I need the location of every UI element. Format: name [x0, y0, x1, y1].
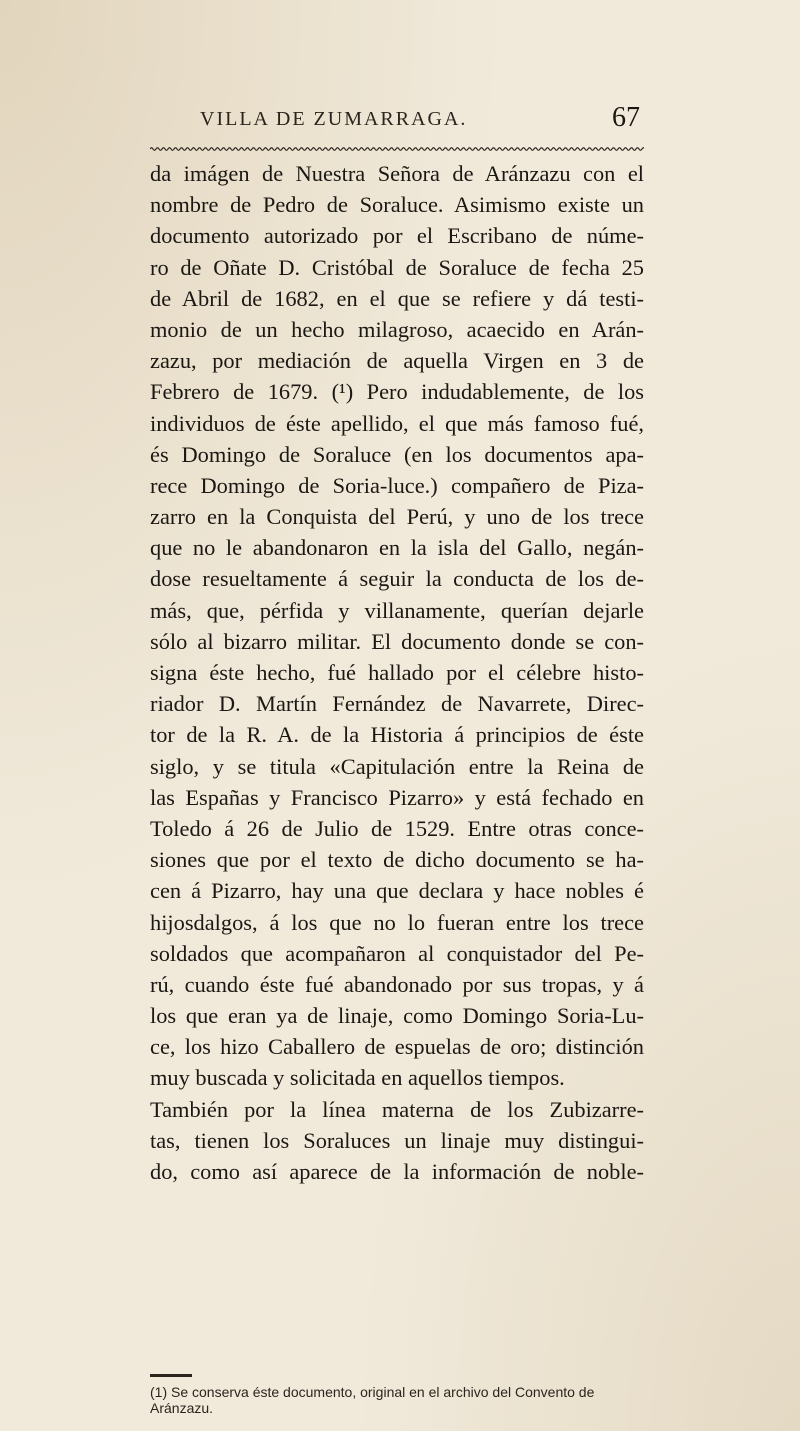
body-line: También por la línea materna de los Zubizarre-	[150, 1096, 644, 1122]
body-line: tas, tienen los Soraluces un linaje muy distingui-	[150, 1127, 644, 1153]
page-number: 67	[612, 102, 640, 133]
body-line: siglo, y se titula «Capitulación entre la Reina de	[150, 753, 644, 779]
body-line: las Españas y Francisco Pizarro» y está fechado en	[150, 784, 644, 810]
body-line: individuos de éste apellido, el que más famoso fué,	[150, 410, 644, 436]
footnote-rule	[150, 1374, 192, 1377]
body-line: soldados que acompañaron al conquistador del Pe-	[150, 940, 644, 966]
body-line: documento autorizado por el Escribano de núme-	[150, 223, 644, 249]
body-line: siones que por el texto de dicho documento se ha-	[150, 847, 644, 873]
body-text	[150, 158, 644, 1187]
body-line: hijosdalgos, á los que no lo fueran entre los trece	[150, 909, 644, 935]
body-line: los que eran ya de linaje, como Domingo Soria-Lu-	[150, 1003, 644, 1029]
page-header	[200, 102, 640, 144]
body-line: de Abril de 1682, en el que se refiere y dá testi-	[150, 285, 644, 311]
body-line: tor de la R. A. de la Historia á principios de éste	[150, 722, 644, 748]
body-line: da imágen de Nuestra Señora de Aránzazu con el	[150, 161, 644, 186]
body-line: és Domingo de Soraluce (en los documentos apa-	[150, 441, 644, 467]
body-line: nombre de Pedro de Soraluce. Asimismo existe un	[150, 192, 644, 218]
body-line: sólo al bizarro militar. El documento donde se con-	[150, 628, 644, 654]
body-line: muy buscada y solicitada en aquellos tiempos.	[150, 1065, 565, 1091]
body-line: que no le abandonaron en la isla del Gallo, negán-	[150, 535, 644, 561]
running-title: VILLA DE ZUMARRAGA.	[200, 108, 468, 130]
body-line: signa éste hecho, fué hallado por el célebre histo-	[150, 660, 644, 685]
footnote: (1) Se conserva éste documento, original en el archivo del Convento de Aránzazu.	[150, 1384, 595, 1416]
body-line: dose resueltamente á seguir la conducta de los de-	[150, 566, 644, 592]
body-line: cen á Pizarro, hay una que declara y hace nobles é	[150, 878, 644, 904]
body-line: Febrero de 1679. (¹) Pero indudablemente, de los	[150, 379, 644, 405]
body-line: zazu, por mediación de aquella Virgen en 3 de	[150, 348, 644, 374]
body-line: monio de un hecho milagroso, acaecido en Arán-	[150, 316, 644, 342]
wavy-header-rule	[150, 146, 644, 152]
body-line: rú, cuando éste fué abandonado por sus tropas, y á	[150, 971, 644, 997]
body-line: zarro en la Conquista del Perú, y uno de los trece	[150, 504, 644, 530]
body-line: do, como así aparece de la información de noble-	[150, 1159, 644, 1184]
body-line: rece Domingo de Soria-luce.) compañero de Piza-	[150, 472, 644, 498]
body-line: más, que, pérfida y villanamente, querían dejarle	[150, 597, 644, 623]
body-line: ro de Oñate D. Cristóbal de Soraluce de fecha 25	[150, 254, 644, 280]
body-line: Toledo á 26 de Julio de 1529. Entre otras conce-	[150, 815, 644, 841]
body-line: ce, los hizo Caballero de espuelas de oro; distinción	[150, 1034, 644, 1060]
body-line: riador D. Martín Fernández de Navarrete, Direc-	[150, 691, 644, 717]
